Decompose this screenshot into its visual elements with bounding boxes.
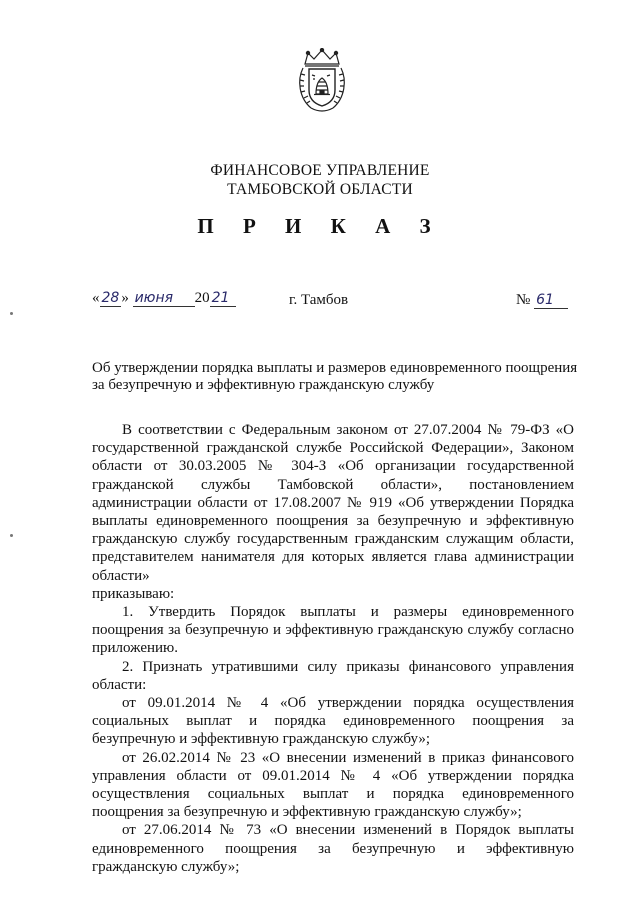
body-paragraph-order: приказываю: — [92, 585, 175, 602]
body-paragraph-item2: 2. Признать утратившими силу приказы финансового управления области: — [92, 658, 574, 693]
margin-mark — [10, 534, 13, 537]
date-quote-open: « — [92, 290, 100, 306]
body-paragraph-repeal3: от 27.06.2014 № 73 «О внесении изменений в Порядок выплаты единовременного поощрения за безупречную и эффективную гражданскую службу»; — [92, 822, 574, 875]
organization-name-line2: ТАМБОВСКОЙ ОБЛАСТИ — [227, 181, 413, 198]
document-subject — [92, 360, 592, 394]
body-paragraph-item1: 1. Утвердить Порядок выплаты и размеры единовременного поощрения за безупречную и эффективную гражданскую службу согласно приложению. — [92, 604, 574, 657]
number-label: № — [516, 292, 531, 308]
date-year-suffix: 21 — [210, 290, 236, 307]
date-month: июня — [133, 290, 195, 307]
document-body — [92, 421, 574, 876]
subject-line1: Об утверждении порядка выплаты и размеров единовременного поощрения — [92, 360, 578, 376]
number-value: 61 — [534, 292, 568, 309]
body-paragraph-repeal1: от 09.01.2014 № 4 «Об утверждении порядка осуществления социальных выплат и порядка единовременного поощрения за безупречную и эффективную гражданскую службу»; — [92, 695, 574, 748]
coat-of-arms-icon — [297, 48, 347, 114]
subject-line2: за безупречную и эффективную гражданскую службу — [92, 377, 435, 393]
body-paragraph-repeal2: от 26.02.2014 № 23 «О внесении изменений в приказ финансового управления области от 09.01.2014 № 4 «Об утверждении порядка осуществления социальных выплат и порядка единовременного поощрения за безупречную и эффективную гражданскую службу»; — [92, 749, 574, 821]
organization-name-line1: ФИНАНСОВОЕ УПРАВЛЕНИЕ — [210, 162, 430, 179]
body-paragraph-preamble: В соответствии с Федеральным законом от 27.07.2004 № 79-ФЗ «О государственной гражданской службе Российской Федерации», Законом области от 30.03.2005 № 304-З «Об организации государственной гражданской службы Тамбовской области», постановлением администрации области от 17.08.2007 № 919 «Об утверждении Порядка выплаты единовременного поощрения за безупречную и эффективную гражданскую службу государственным гражданским служащим области, представителем нанимателя для которых является глава администрации области» — [92, 422, 574, 584]
date-year-prefix: 20 — [194, 290, 210, 306]
date-day: 28 — [101, 290, 120, 306]
margin-mark — [10, 312, 13, 315]
document-city: г. Тамбов — [289, 292, 349, 308]
document-meta — [0, 290, 640, 314]
date-quote-close: » — [121, 290, 129, 306]
document-type-title: П Р И К А З — [197, 214, 443, 238]
document-number — [516, 292, 568, 309]
document-date — [92, 290, 236, 307]
